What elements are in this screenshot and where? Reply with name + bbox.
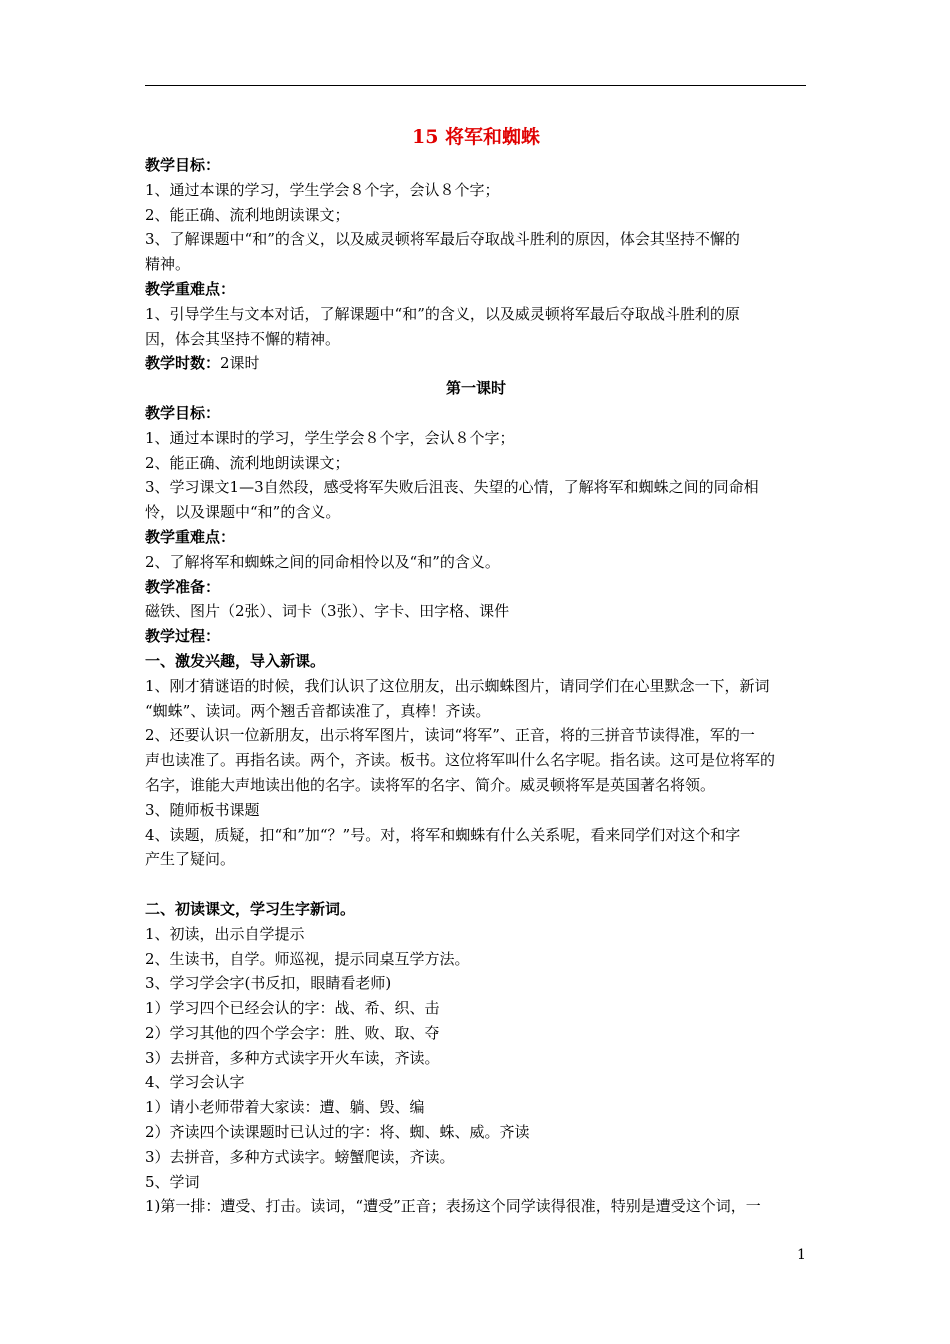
body-line: 3）去拼音，多种方式读字开火车读，齐读。 [145, 1048, 440, 1067]
body-line: 1)第一排：遭受、打击。读词，“遭受”正音；表扬这个同学读得很准，特别是遭受这个词，一 [145, 1197, 761, 1216]
body-line: 1）学习四个已经会认的字：战、希、织、击 [145, 999, 440, 1018]
page-number: 1 [797, 1247, 806, 1263]
body-line: “蜘蛛”、读词。两个翘舌音都读准了，真棒！齐读。 [145, 701, 491, 720]
body-line: 4、读题，质疑，扣“和”加“？”号。对，将军和蜘蛛有什么关系呢，看来同学们对这个和字 [145, 825, 741, 844]
body-line: 3、随师板书课题 [145, 800, 260, 819]
section-heading: 教学重难点： [145, 527, 236, 546]
section-heading: 教学准备： [145, 577, 221, 596]
line-label: 教学时数： [145, 354, 221, 373]
section-heading: 一、激发兴趣，导入新课。 [145, 651, 326, 670]
section-heading: 教学重难点： [145, 279, 236, 298]
body-line: 3、学习课文1—3自然段，感受将军失败后沮丧、失望的心情，了解将军和蜘蛛之间的同命相 [145, 478, 759, 497]
body-line: 4、学习会认字 [145, 1073, 245, 1092]
body-line: 1、初读，出示自学提示 [145, 924, 305, 943]
line-value: 2课时 [220, 354, 260, 373]
document-title: 15 将军和蜘蛛 [411, 126, 541, 148]
blank-line [145, 872, 807, 897]
document-lines [145, 153, 807, 1219]
body-line: 1、通过本课的学习，学生学会８个字，会认８个字； [145, 180, 500, 199]
body-line: 2、还要认识一位新朋友，出示将军图片，读词“将军”、正音，将的三拼音节读得准，军的一 [145, 726, 755, 745]
body-line: 1、引导学生与文本对话，了解课题中“和”的含义，以及威灵顿将军最后夺取战斗胜利的原 [145, 304, 740, 323]
body-line: 名字，谁能大声地读出他的名字。读将军的名字、简介。威灵顿将军是英国著名将领。 [145, 775, 716, 794]
body-line: 2、能正确、流利地朗读课文； [145, 205, 350, 224]
body-line: 2）学习其他的四个学会字：胜、败、取、夺 [145, 1023, 440, 1042]
section-heading: 二、初读课文，学习生字新词。 [145, 899, 356, 918]
body-line: 3、学习学会字(书反扣，眼睛看老师) [145, 974, 392, 993]
body-line: 精神。 [145, 255, 191, 274]
body-line: 产生了疑问。 [145, 850, 236, 869]
body-line: 声也读准了。再指名读。两个，齐读。板书。这位将军叫什么名字呢。指名读。这可是位将军的 [145, 751, 776, 770]
document-body [145, 124, 807, 1219]
labeled-line [145, 351, 807, 376]
body-line: 2、了解将军和蜘蛛之间的同命相怜以及“和”的含义。 [145, 552, 500, 571]
header-rule [145, 85, 806, 86]
section-heading: 教学目标： [145, 156, 221, 174]
body-line: 磁铁、图片（2张）、词卡（3张）、字卡、田字格、课件 [145, 602, 510, 621]
body-line: 2、生读书，自学。师巡视，提示同桌互学方法。 [145, 949, 470, 968]
lesson-subtitle: 第一课时 [445, 379, 506, 398]
body-line: 因，体会其坚持不懈的精神。 [145, 329, 341, 348]
section-heading: 教学目标： [145, 403, 221, 422]
body-line: 3）去拼音，多种方式读字。螃蟹爬读，齐读。 [145, 1147, 455, 1166]
body-line: 1、刚才猜谜语的时候，我们认识了这位朋友，出示蜘蛛图片，请同学们在心里默念一下，新词 [145, 676, 770, 695]
body-line: 3、了解课题中“和”的含义，以及威灵顿将军最后夺取战斗胜利的原因，体会其坚持不懈的 [145, 230, 740, 249]
body-line: 2、能正确、流利地朗读课文； [145, 453, 350, 472]
body-line: 2）齐读四个读课题时已认过的字：将、蜘、蛛、威。齐读 [145, 1123, 530, 1142]
body-line: 怜，以及课题中“和”的含义。 [145, 503, 341, 522]
body-line: 1）请小老师带着大家读：遭、躺、毁、编 [145, 1098, 425, 1117]
body-line: 1、通过本课时的学习，学生学会８个字，会认８个字； [145, 428, 515, 447]
body-line: 5、学词 [145, 1172, 200, 1191]
section-heading: 教学过程： [145, 627, 221, 646]
